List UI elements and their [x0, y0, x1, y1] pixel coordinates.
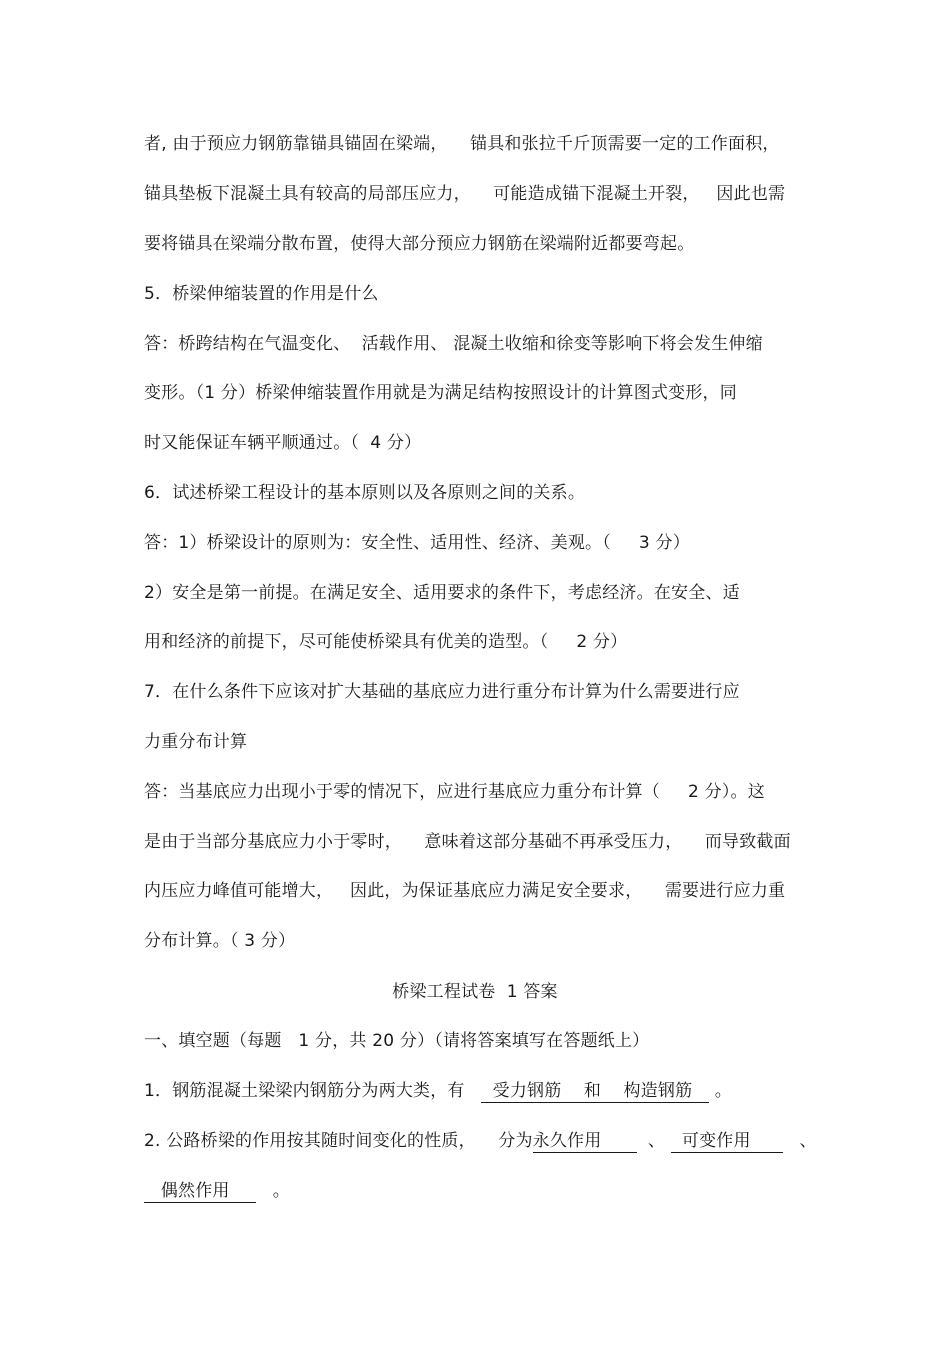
- exam-answer-title: 桥梁工程试卷 1 答案: [392, 982, 558, 1002]
- text-line: 是由于当部分基底应力小于零时， 意味着这部分基础不再承受压力， 而导致截面: [144, 832, 791, 852]
- question-text: 。: [256, 1181, 291, 1201]
- text-line: 要将锚具在梁端分散布置，使得大部分预应力钢筋在梁端附近都要弯起。: [144, 234, 695, 254]
- question-5-heading: 5．桥梁伸缩装置的作用是什么: [144, 284, 379, 304]
- text-line: 锚具垫板下混凝土具有较高的局部压应力， 可能造成锚下混凝土开裂， 因此也需: [144, 184, 786, 204]
- section-heading: 一、填空题（每题 1 分，共 20 分）（请将答案填写在答题纸上）: [144, 1031, 650, 1051]
- answer-blank: 偶然作用: [144, 1180, 256, 1203]
- question-6-heading: 6．试述桥梁工程设计的基本原则以及各原则之间的关系。: [144, 483, 586, 503]
- text-line: 答：桥跨结构在气温变化、 活载作用、 混凝土收缩和徐变等影响下将会发生伸缩: [144, 334, 763, 354]
- fill-question-2: [144, 1129, 817, 1153]
- question-7-heading-cont: 力重分布计算: [144, 732, 248, 752]
- text-line: 答：1）桥梁设计的原则为：安全性、适用性、经济、美观。（ 3 分）: [144, 533, 690, 553]
- separator-text: 、: [782, 1131, 817, 1151]
- separator-text: 、: [636, 1131, 671, 1151]
- fill-question-1: [144, 1079, 732, 1103]
- fill-question-2-cont: [144, 1179, 290, 1203]
- answer-blank: 受力钢筋 和 构造钢筋: [481, 1081, 710, 1101]
- text-line: 者, 由于预应力钢筋靠锚具锚固在梁端， 锚具和张拉千斤顶需要一定的工作面积，: [144, 134, 780, 154]
- text-line: 2）安全是第一前提。在满足安全、适用要求的条件下，考虑经济。在安全、适: [144, 583, 740, 603]
- question-text: 。: [709, 1081, 732, 1101]
- text-line: 答：当基底应力出现小于零的情况下，应进行基底应力重分布计算（ 2 分）。这: [144, 782, 765, 802]
- text-line: 内压应力峰值可能增大， 因此，为保证基底应力满足安全要求， 需要进行应力重: [144, 881, 786, 901]
- question-text: 2. 公路桥梁的作用按其随时间变化的性质， 分为: [144, 1131, 533, 1151]
- text-line: 时又能保证车辆平顺通过。（ 4 分）: [144, 433, 422, 453]
- text-line: 分布计算。（ 3 分）: [144, 931, 296, 951]
- question-text: 1．钢筋混凝土梁梁内钢筋分为两大类，有: [144, 1081, 482, 1101]
- text-line: 变形。（1 分）桥梁伸缩装置作用就是为满足结构按照设计的计算图式变形，同: [144, 383, 737, 403]
- text-line: 用和经济的前提下，尽可能使桥梁具有优美的造型。（ 2 分）: [144, 632, 628, 652]
- answer-blank: 永久作用: [533, 1130, 637, 1153]
- question-7-heading: 7．在什么条件下应该对扩大基础的基底应力进行重分布计算为什么需要进行应: [144, 682, 740, 702]
- answer-blank: 可变作用: [671, 1130, 783, 1153]
